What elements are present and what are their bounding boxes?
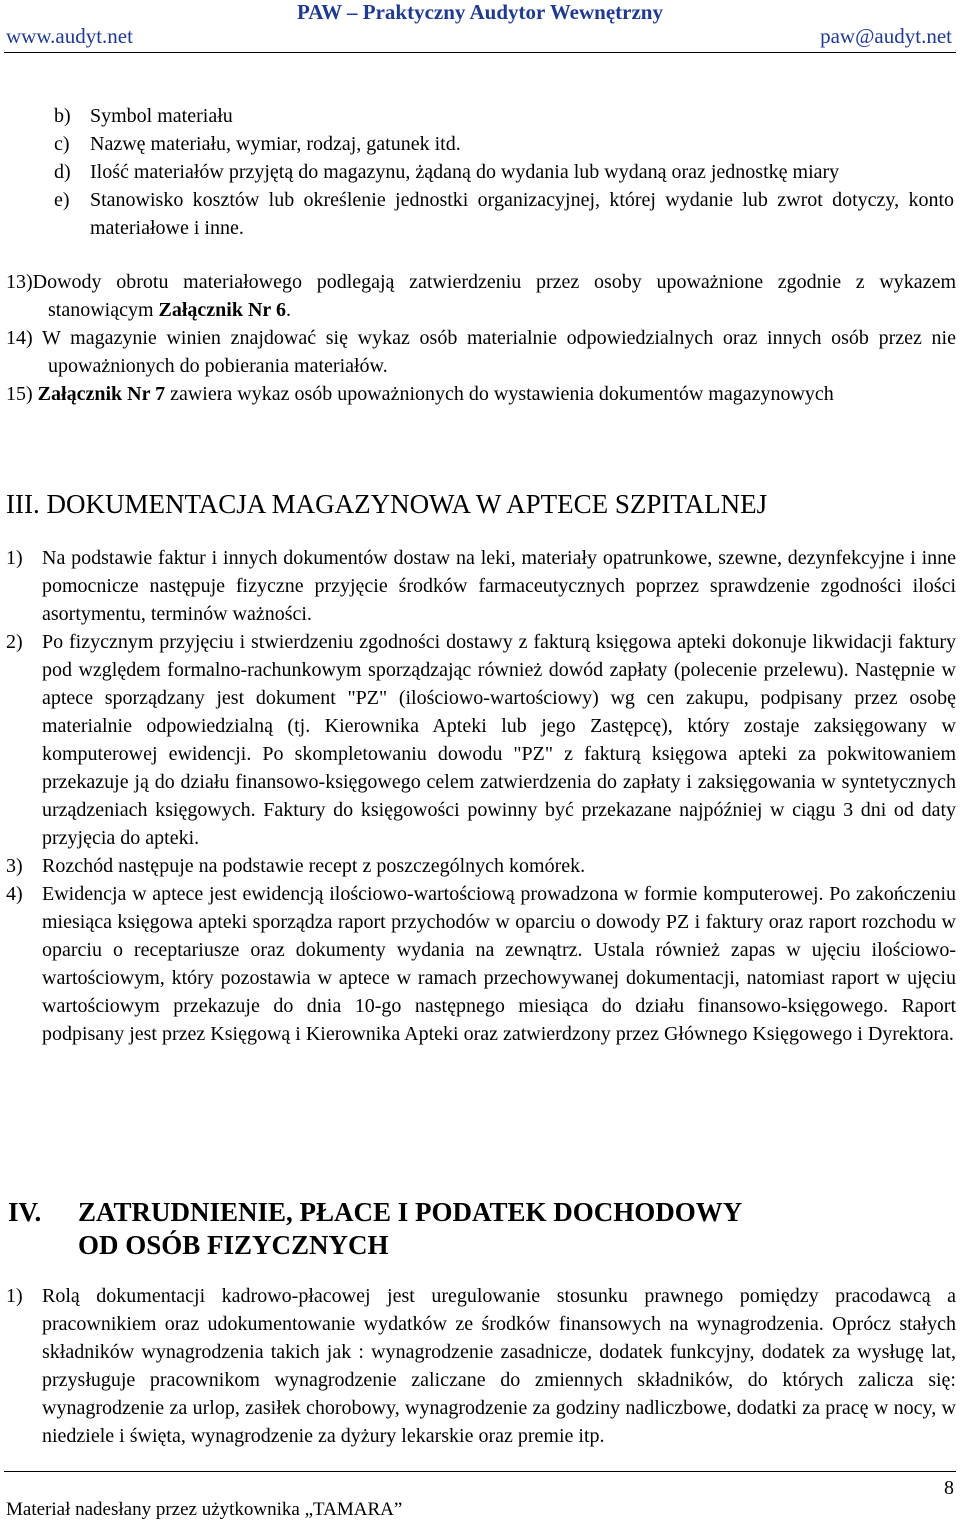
section-heading-continued: OD OSÓB FIZYCZNYCH xyxy=(78,1230,389,1260)
list-text: Rolą dokumentacji kadrowo-płacowej jest uregulowanie stosunku prawnego pomiędzy pracodawcą a pracownikiem oraz udokumentowanie wydatków ze środków finansowych na wynagrodzenia. Oprócz stałych składników wynagrodzenia takich jak : wynagrodzenie zasadnicze, dodatek funkcyjny, dodatek za wysługę lat, przysługuje pracownikom wynagrodzenie zaliczane do zmiennych składników, do których zalicza się: wynagrodzenie za urlop, zasiłek chorobowy, wynagrodzenie za godziny nadliczbowe, dodatki za pracę w nocy, w niedziele i święta, wynagrodzenie za dyżury lekarskie oraz premie itp. xyxy=(42,1285,956,1447)
list-marker: c) xyxy=(54,133,70,155)
list-item xyxy=(0,628,960,852)
list-item xyxy=(0,158,960,186)
section-number: IV. xyxy=(8,1197,42,1227)
list-item xyxy=(0,880,960,1048)
header-website-link[interactable]: www.audyt.net xyxy=(6,24,133,48)
list-marker: 1) xyxy=(6,1285,23,1307)
material-fields-list xyxy=(0,102,960,242)
list-text: Nazwę materiału, wymiar, rodzaj, gatunek itd. xyxy=(90,133,461,155)
list-item xyxy=(0,852,960,880)
list-item xyxy=(0,268,960,324)
header-title: PAW – Praktyczny Audytor Wewnętrzny xyxy=(297,0,663,24)
list-text: Rozchód następuje na podstawie recept z poszczególnych komórek. xyxy=(42,855,586,877)
list-text: Symbol materiału xyxy=(90,105,233,127)
section-heading: III. DOKUMENTACJA MAGAZYNOWA W APTECE SZPITALNEJ xyxy=(6,489,768,519)
list-text: Ilość materiałów przyjętą do magazynu, żądaną do wydania lub wydaną oraz jednostkę miary xyxy=(90,161,840,183)
section4-list xyxy=(0,1282,960,1450)
list-text: Ewidencja w aptece jest ewidencją ilościowo-wartościową prowadzona w formie komputerowej. Po zakończeniu miesiąca księgowa apteki sporządza raport przychodów w oparciu o dowody PZ i faktury oraz raport rozchodu w oparciu o receptariusze oraz dokumenty wydania na zewnątrz. Ustala również zapas w ujęciu ilościowo-wartościowym, który pozostawia w aptece w ramach przechowywanej dokumentacji, natomiast raport w ujęciu wartościowym przekazuje do dnia 10-go następnego miesiąca do działu finansowo-księgowego. Raport podpisany jest przez Księgową i Kierownika Apteki oraz zatwierdzony przez Głównego Księgowego i Dyrektora. xyxy=(42,883,956,1045)
page-number: 8 xyxy=(944,1477,954,1499)
section3-list xyxy=(0,544,960,1048)
list-text: Po fizycznym przyjęciu i stwierdzeniu zgodności dostawy z fakturą księgowa apteki dokonuje likwidacji faktury pod względem formalno-rachunkowym sporządzając również dowód zapłaty (polecenie przelewu). Następnie w aptece sporządzany jest dokument "PZ" (ilościowo-wartościowy) wg cen zakupu, podpisany przez osobę materialnie odpowiedzialną (tj. Kierownika Apteki lub jego Zastępcę), który zostaje zaksięgowany w komputerowej ewidencji. Po skompletowaniu dowodu "PZ" z fakturą księgowa apteki za pokwitowaniem przekazuje ją do działu finansowo-księgowego celem zatwierdzenia do zapłaty i zaksięgowania w syntetycznych urządzeniach księgowych. Faktury do księgowości powinny być przekazane najpóźniej w ciągu 3 dni od daty przyjęcia do apteki. xyxy=(42,631,956,849)
list-item xyxy=(0,130,960,158)
footer-note: Materiał nadesłany przez użytkownika „TAMARA” xyxy=(6,1499,403,1520)
list-item xyxy=(0,186,960,242)
list-item xyxy=(0,1282,960,1450)
section-heading: ZATRUDNIENIE, PŁACE I PODATEK DOCHODOWY xyxy=(78,1197,743,1227)
list-text: Na podstawie faktur i innych dokumentów dostaw na leki, materiały opatrunkowe, szewne, dezynfekcyjne i inne pomocnicze następuje fizyczne przyjęcie środków farmaceutycznych poprzez sprawdzenie zgodności ilości asortymentu, terminów ważności. xyxy=(42,547,956,625)
header-email-link[interactable]: paw@audyt.net xyxy=(820,24,952,48)
list-text: 13)Dowody obrotu materiałowego podlegają zatwierdzeniu przez osoby upoważnione zgodnie z wykazem stanowiącym Załącznik Nr 6. xyxy=(6,271,956,321)
list-text: 15) Załącznik Nr 7 zawiera wykaz osób upoważnionych do wystawienia dokumentów magazynowych xyxy=(6,383,834,405)
header-divider xyxy=(4,52,956,53)
list-marker: 1) xyxy=(6,547,23,569)
list-marker: 2) xyxy=(6,631,23,653)
list-item xyxy=(0,102,960,130)
list-marker: b) xyxy=(54,105,71,127)
list-marker: 4) xyxy=(6,883,23,905)
list-marker: 3) xyxy=(6,855,23,877)
list-text: 14) W magazynie winien znajdować się wykaz osób materialnie odpowiedzialnych oraz innych osób przez nie upoważnionych do pobierania materiałów. xyxy=(6,327,956,377)
list-marker: e) xyxy=(54,189,70,211)
list-marker: d) xyxy=(54,161,71,183)
annex-reference: Załącznik Nr 7 xyxy=(37,383,166,405)
list-item xyxy=(0,544,960,628)
list-item xyxy=(0,380,960,408)
list-text: Stanowisko kosztów lub określenie jednostki organizacyjnej, której wydanie lub zwrot dotyczy, konto materiałowe i inne. xyxy=(90,189,954,239)
footer-divider xyxy=(4,1471,956,1472)
annex-reference: Załącznik Nr 6 xyxy=(158,299,286,321)
numbered-points-list xyxy=(0,268,960,408)
list-item xyxy=(0,324,960,380)
